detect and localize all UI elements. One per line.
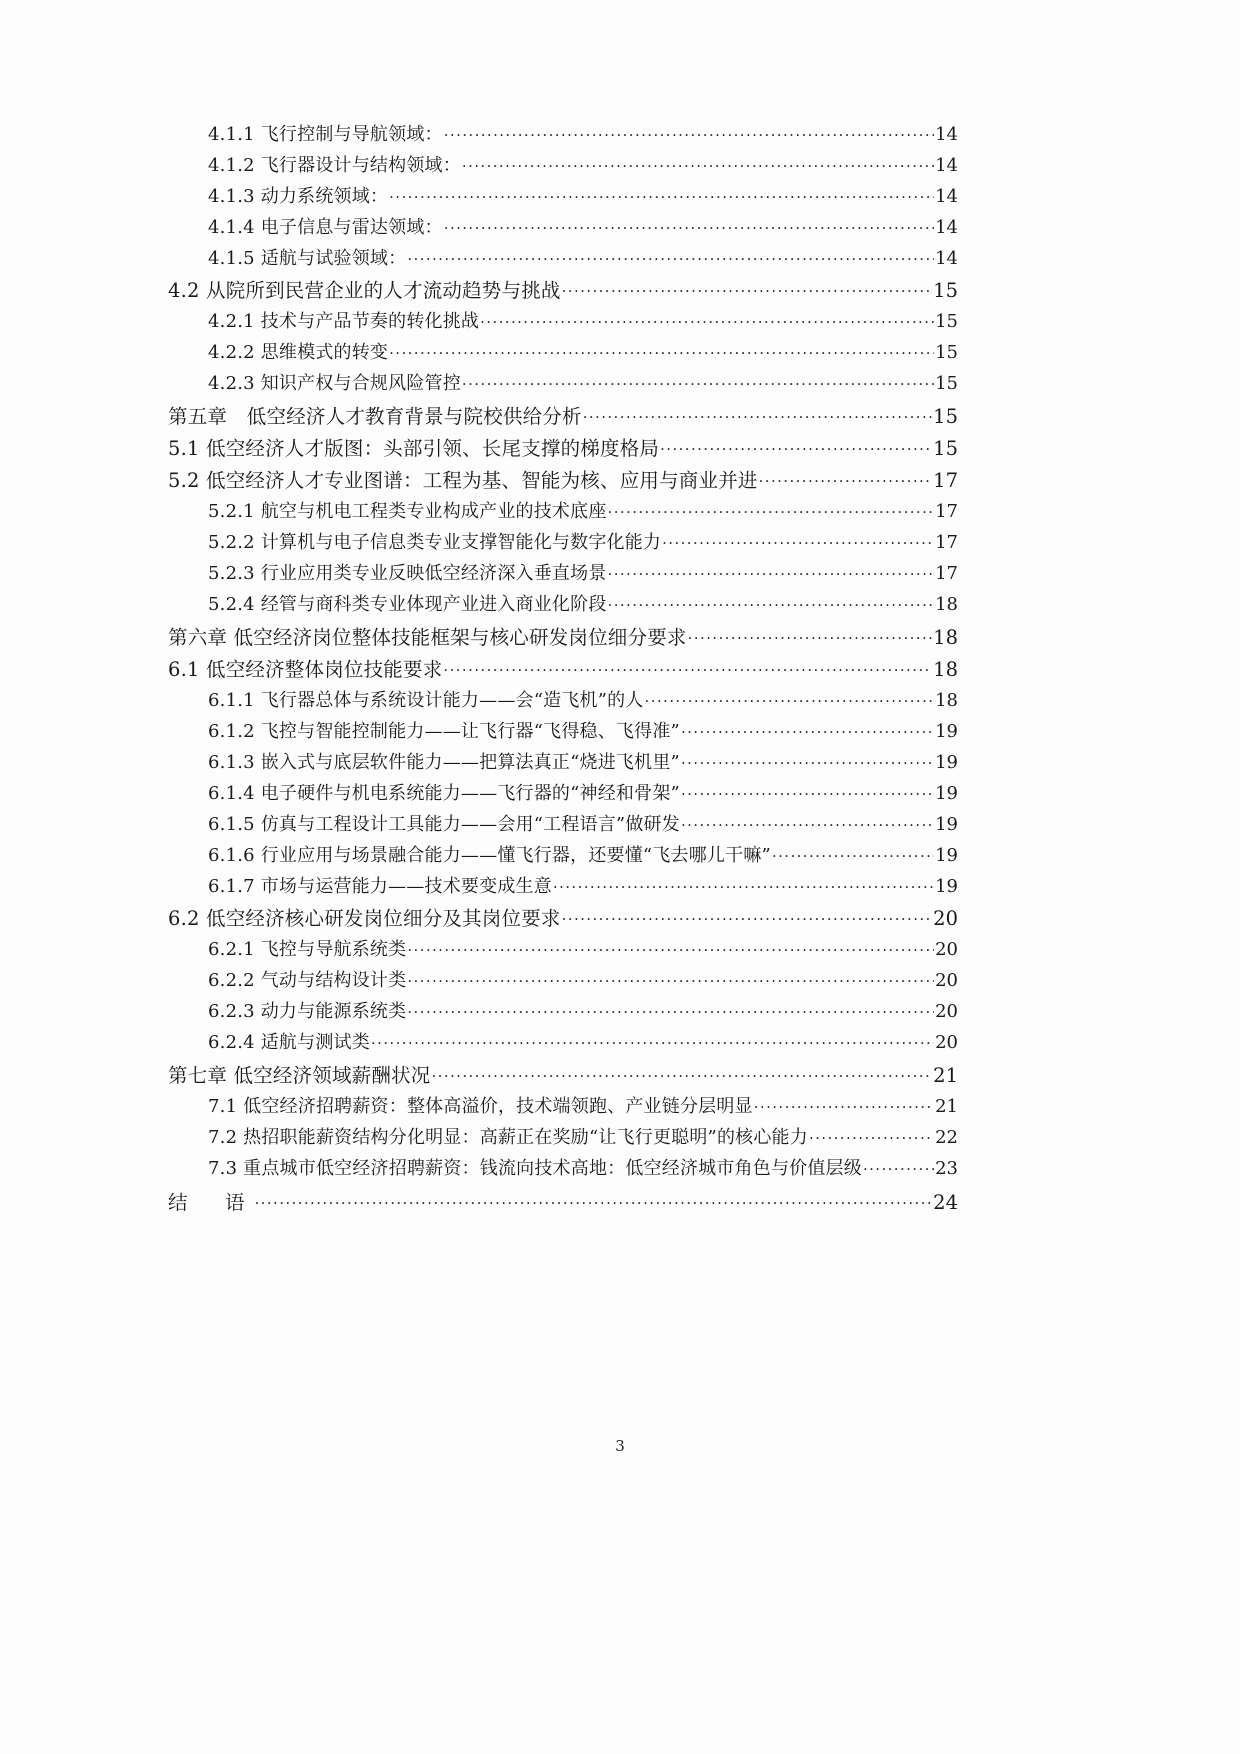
toc-entry-page-number: 17: [933, 468, 958, 492]
toc-dot-leader: [480, 309, 934, 327]
toc-dot-leader: [562, 277, 933, 297]
toc-entry-page-number: 20: [935, 1001, 958, 1022]
toc-dot-leader: [754, 1094, 934, 1112]
toc-entry-page-number: 20: [935, 1032, 958, 1053]
toc-dot-leader: [389, 340, 934, 358]
page-number: 3: [615, 1437, 625, 1455]
toc-entry[interactable]: [168, 403, 958, 426]
toc-entry[interactable]: [168, 968, 958, 990]
toc-entry-page-number: 21: [933, 1063, 958, 1087]
toc-entry-label: 6.1.1 飞行器总体与系统设计能力——会“造飞机”的人: [208, 690, 644, 711]
toc-entry-label: 6.1.2 飞控与智能控制能力——让飞行器“飞得稳、飞得准”: [208, 721, 680, 742]
toc-entry-page-number: 15: [933, 436, 958, 460]
toc-dot-leader: [688, 624, 933, 644]
toc-dot-leader: [553, 874, 934, 892]
toc-entry[interactable]: [168, 153, 958, 175]
toc-entry[interactable]: [168, 1189, 958, 1212]
toc-entry-page-number: 21: [935, 1096, 958, 1117]
toc-entry-label: 6.1.4 电子硬件与机电系统能力——飞行器的“神经和骨架”: [208, 783, 680, 804]
toc-entry-label: 4.1.2 飞行器设计与结构领域：: [208, 155, 461, 176]
toc-entry[interactable]: [168, 812, 958, 834]
toc-entry[interactable]: [168, 874, 958, 896]
toc-entry-label: 6.2.3 动力与能源系统类: [208, 1001, 407, 1022]
toc-entry-label: 4.1.1 飞行控制与导航领域：: [208, 124, 443, 145]
toc-entry-page-number: 15: [935, 373, 958, 394]
toc-entry-label: 6.2.2 气动与结构设计类: [208, 970, 407, 991]
toc-entry-page-number: 15: [933, 278, 958, 302]
toc-entry-label: 7.1 低空经济招聘薪资：整体高溢价，技术端领跑、产业链分层明显: [208, 1096, 753, 1117]
toc-entry-label: 4.1.4 电子信息与雷达领域：: [208, 217, 443, 238]
toc-entry[interactable]: [168, 467, 958, 490]
toc-entry-label: 第五章 低空经济人才教育背景与院校供给分析: [168, 404, 582, 428]
toc-dot-leader: [444, 122, 934, 140]
toc-entry-label: 第六章 低空经济岗位整体技能框架与核心研发岗位细分要求: [168, 625, 687, 649]
toc-entry[interactable]: [168, 309, 958, 331]
toc-dot-leader: [681, 781, 934, 799]
toc-dot-leader: [681, 750, 934, 768]
toc-entry-page-number: 24: [933, 1190, 958, 1214]
toc-dot-leader: [432, 1062, 933, 1082]
toc-entry-label: 6.2.4 适航与测试类: [208, 1032, 370, 1053]
toc-entry-label: 第七章 低空经济领域薪酬状况: [168, 1063, 431, 1087]
toc-entry-label: 6.2 低空经济核心研发岗位细分及其岗位要求: [168, 906, 561, 930]
toc-dot-leader: [562, 905, 933, 925]
toc-entry[interactable]: [168, 1030, 958, 1052]
toc-entry-label: 5.1 低空经济人才版图：头部引领、长尾支撑的梯度格局: [168, 436, 660, 460]
toc-entry-label: 6.1.3 嵌入式与底层软件能力——把算法真正“烧进飞机里”: [208, 752, 680, 773]
toc-entry-page-number: 18: [933, 625, 958, 649]
toc-entry-label: 4.2.2 思维模式的转变: [208, 342, 389, 363]
toc-entry-page-number: 15: [935, 311, 958, 332]
toc-entry-label: 5.2 低空经济人才专业图谱：工程为基、智能为核、应用与商业并进: [168, 468, 758, 492]
toc-entry-page-number: 20: [935, 970, 958, 991]
toc-entry-page-number: 18: [933, 657, 958, 681]
toc-entry-page-number: 22: [935, 1127, 958, 1148]
toc-entry-page-number: 14: [935, 124, 958, 145]
toc-entry[interactable]: [168, 561, 958, 583]
toc-entry-label: 5.2.4 经管与商科类专业体现产业进入商业化阶段: [208, 594, 607, 615]
toc-entry-page-number: 19: [935, 721, 958, 742]
toc-dot-leader: [809, 1125, 934, 1143]
toc-entry-page-number: 15: [933, 404, 958, 428]
toc-dot-leader: [443, 656, 932, 676]
toc-dot-leader: [407, 937, 934, 955]
toc-entry[interactable]: [168, 184, 958, 206]
toc-dot-leader: [772, 843, 934, 861]
table-of-contents: [168, 122, 958, 1212]
toc-dot-leader: [407, 999, 934, 1017]
toc-dot-leader: [389, 184, 934, 202]
toc-entry-label: 结 语: [168, 1190, 254, 1214]
toc-entry[interactable]: [168, 999, 958, 1021]
toc-entry-label: 5.2.1 航空与机电工程类专业构成产业的技术底座: [208, 501, 607, 522]
toc-entry[interactable]: [168, 371, 958, 393]
toc-entry[interactable]: [168, 592, 958, 614]
toc-entry-page-number: 19: [935, 814, 958, 835]
toc-entry-page-number: 18: [935, 690, 958, 711]
toc-entry[interactable]: [168, 435, 958, 458]
toc-entry-label: 6.1.7 市场与运营能力——技术要变成生意: [208, 876, 552, 897]
toc-entry[interactable]: [168, 750, 958, 772]
toc-dot-leader: [681, 719, 934, 737]
toc-dot-leader: [462, 153, 934, 171]
toc-entry-page-number: 15: [935, 342, 958, 363]
toc-entry[interactable]: [168, 277, 958, 300]
toc-dot-leader: [583, 403, 932, 423]
toc-entry[interactable]: [168, 340, 958, 362]
toc-entry-label: 6.2.1 飞控与导航系统类: [208, 939, 407, 960]
toc-entry-page-number: 14: [935, 217, 958, 238]
toc-entry[interactable]: [168, 719, 958, 741]
toc-entry-page-number: 17: [935, 563, 958, 584]
toc-dot-leader: [255, 1189, 933, 1209]
toc-entry-page-number: 18: [935, 594, 958, 615]
toc-entry[interactable]: [168, 530, 958, 552]
toc-entry[interactable]: [168, 1094, 958, 1116]
toc-entry-label: 4.2.3 知识产权与合规风险管控: [208, 373, 461, 394]
toc-dot-leader: [608, 499, 935, 517]
toc-dot-leader: [608, 561, 935, 579]
toc-entry[interactable]: [168, 624, 958, 647]
toc-entry-page-number: 19: [935, 752, 958, 773]
toc-dot-leader: [681, 812, 934, 830]
toc-entry-label: 6.1.6 行业应用与场景融合能力——懂飞行器，还要懂“飞去哪儿干嘛”: [208, 845, 771, 866]
toc-entry-label: 4.1.5 适航与试验领域：: [208, 248, 407, 269]
toc-entry[interactable]: [168, 688, 958, 710]
toc-entry[interactable]: [168, 246, 958, 268]
toc-entry-label: 6.1 低空经济整体岗位技能要求: [168, 657, 443, 681]
toc-entry-page-number: 23: [935, 1158, 958, 1179]
toc-dot-leader: [407, 246, 934, 264]
toc-entry[interactable]: [168, 1062, 958, 1085]
toc-entry-label: 4.1.3 动力系统领域：: [208, 186, 389, 207]
toc-entry-label: 7.3 重点城市低空经济招聘薪资：钱流向技术高地：低空经济城市角色与价值层级: [208, 1158, 862, 1179]
toc-entry-page-number: 19: [935, 876, 958, 897]
toc-entry-label: 4.2 从院所到民营企业的人才流动趋势与挑战: [168, 278, 561, 302]
toc-dot-leader: [863, 1156, 934, 1174]
toc-entry-label: 5.2.2 计算机与电子信息类专业支撑智能化与数字化能力: [208, 532, 662, 553]
toc-entry-label: 6.1.5 仿真与工程设计工具能力——会用“工程语言”做研发: [208, 814, 680, 835]
toc-entry-page-number: 14: [935, 186, 958, 207]
toc-entry-page-number: 14: [935, 155, 958, 176]
toc-entry[interactable]: [168, 215, 958, 237]
toc-dot-leader: [662, 530, 934, 548]
toc-entry[interactable]: [168, 656, 958, 679]
toc-dot-leader: [371, 1030, 934, 1048]
toc-dot-leader: [608, 592, 935, 610]
toc-entry-page-number: 17: [935, 501, 958, 522]
toc-entry-page-number: 19: [935, 845, 958, 866]
toc-dot-leader: [645, 688, 935, 706]
toc-entry[interactable]: [168, 1125, 958, 1147]
toc-dot-leader: [444, 215, 934, 233]
toc-entry[interactable]: [168, 937, 958, 959]
toc-entry-page-number: 20: [935, 939, 958, 960]
toc-entry[interactable]: [168, 843, 958, 865]
toc-entry-page-number: 19: [935, 783, 958, 804]
toc-dot-leader: [660, 435, 932, 455]
toc-dot-leader: [462, 371, 934, 389]
toc-dot-leader: [759, 467, 933, 487]
toc-entry-label: 7.2 热招职能薪资结构分化明显：高薪正在奖励“让飞行更聪明”的核心能力: [208, 1127, 808, 1148]
toc-entry-page-number: 20: [933, 906, 958, 930]
toc-entry-page-number: 14: [935, 248, 958, 269]
toc-entry-page-number: 17: [935, 532, 958, 553]
toc-dot-leader: [407, 968, 934, 986]
toc-entry[interactable]: [168, 499, 958, 521]
toc-entry[interactable]: [168, 781, 958, 803]
toc-entry[interactable]: [168, 1156, 958, 1178]
toc-entry-label: 4.2.1 技术与产品节奏的转化挑战: [208, 311, 480, 332]
toc-entry[interactable]: [168, 122, 958, 144]
toc-entry-label: 5.2.3 行业应用类专业反映低空经济深入垂直场景: [208, 563, 607, 584]
toc-entry[interactable]: [168, 905, 958, 928]
